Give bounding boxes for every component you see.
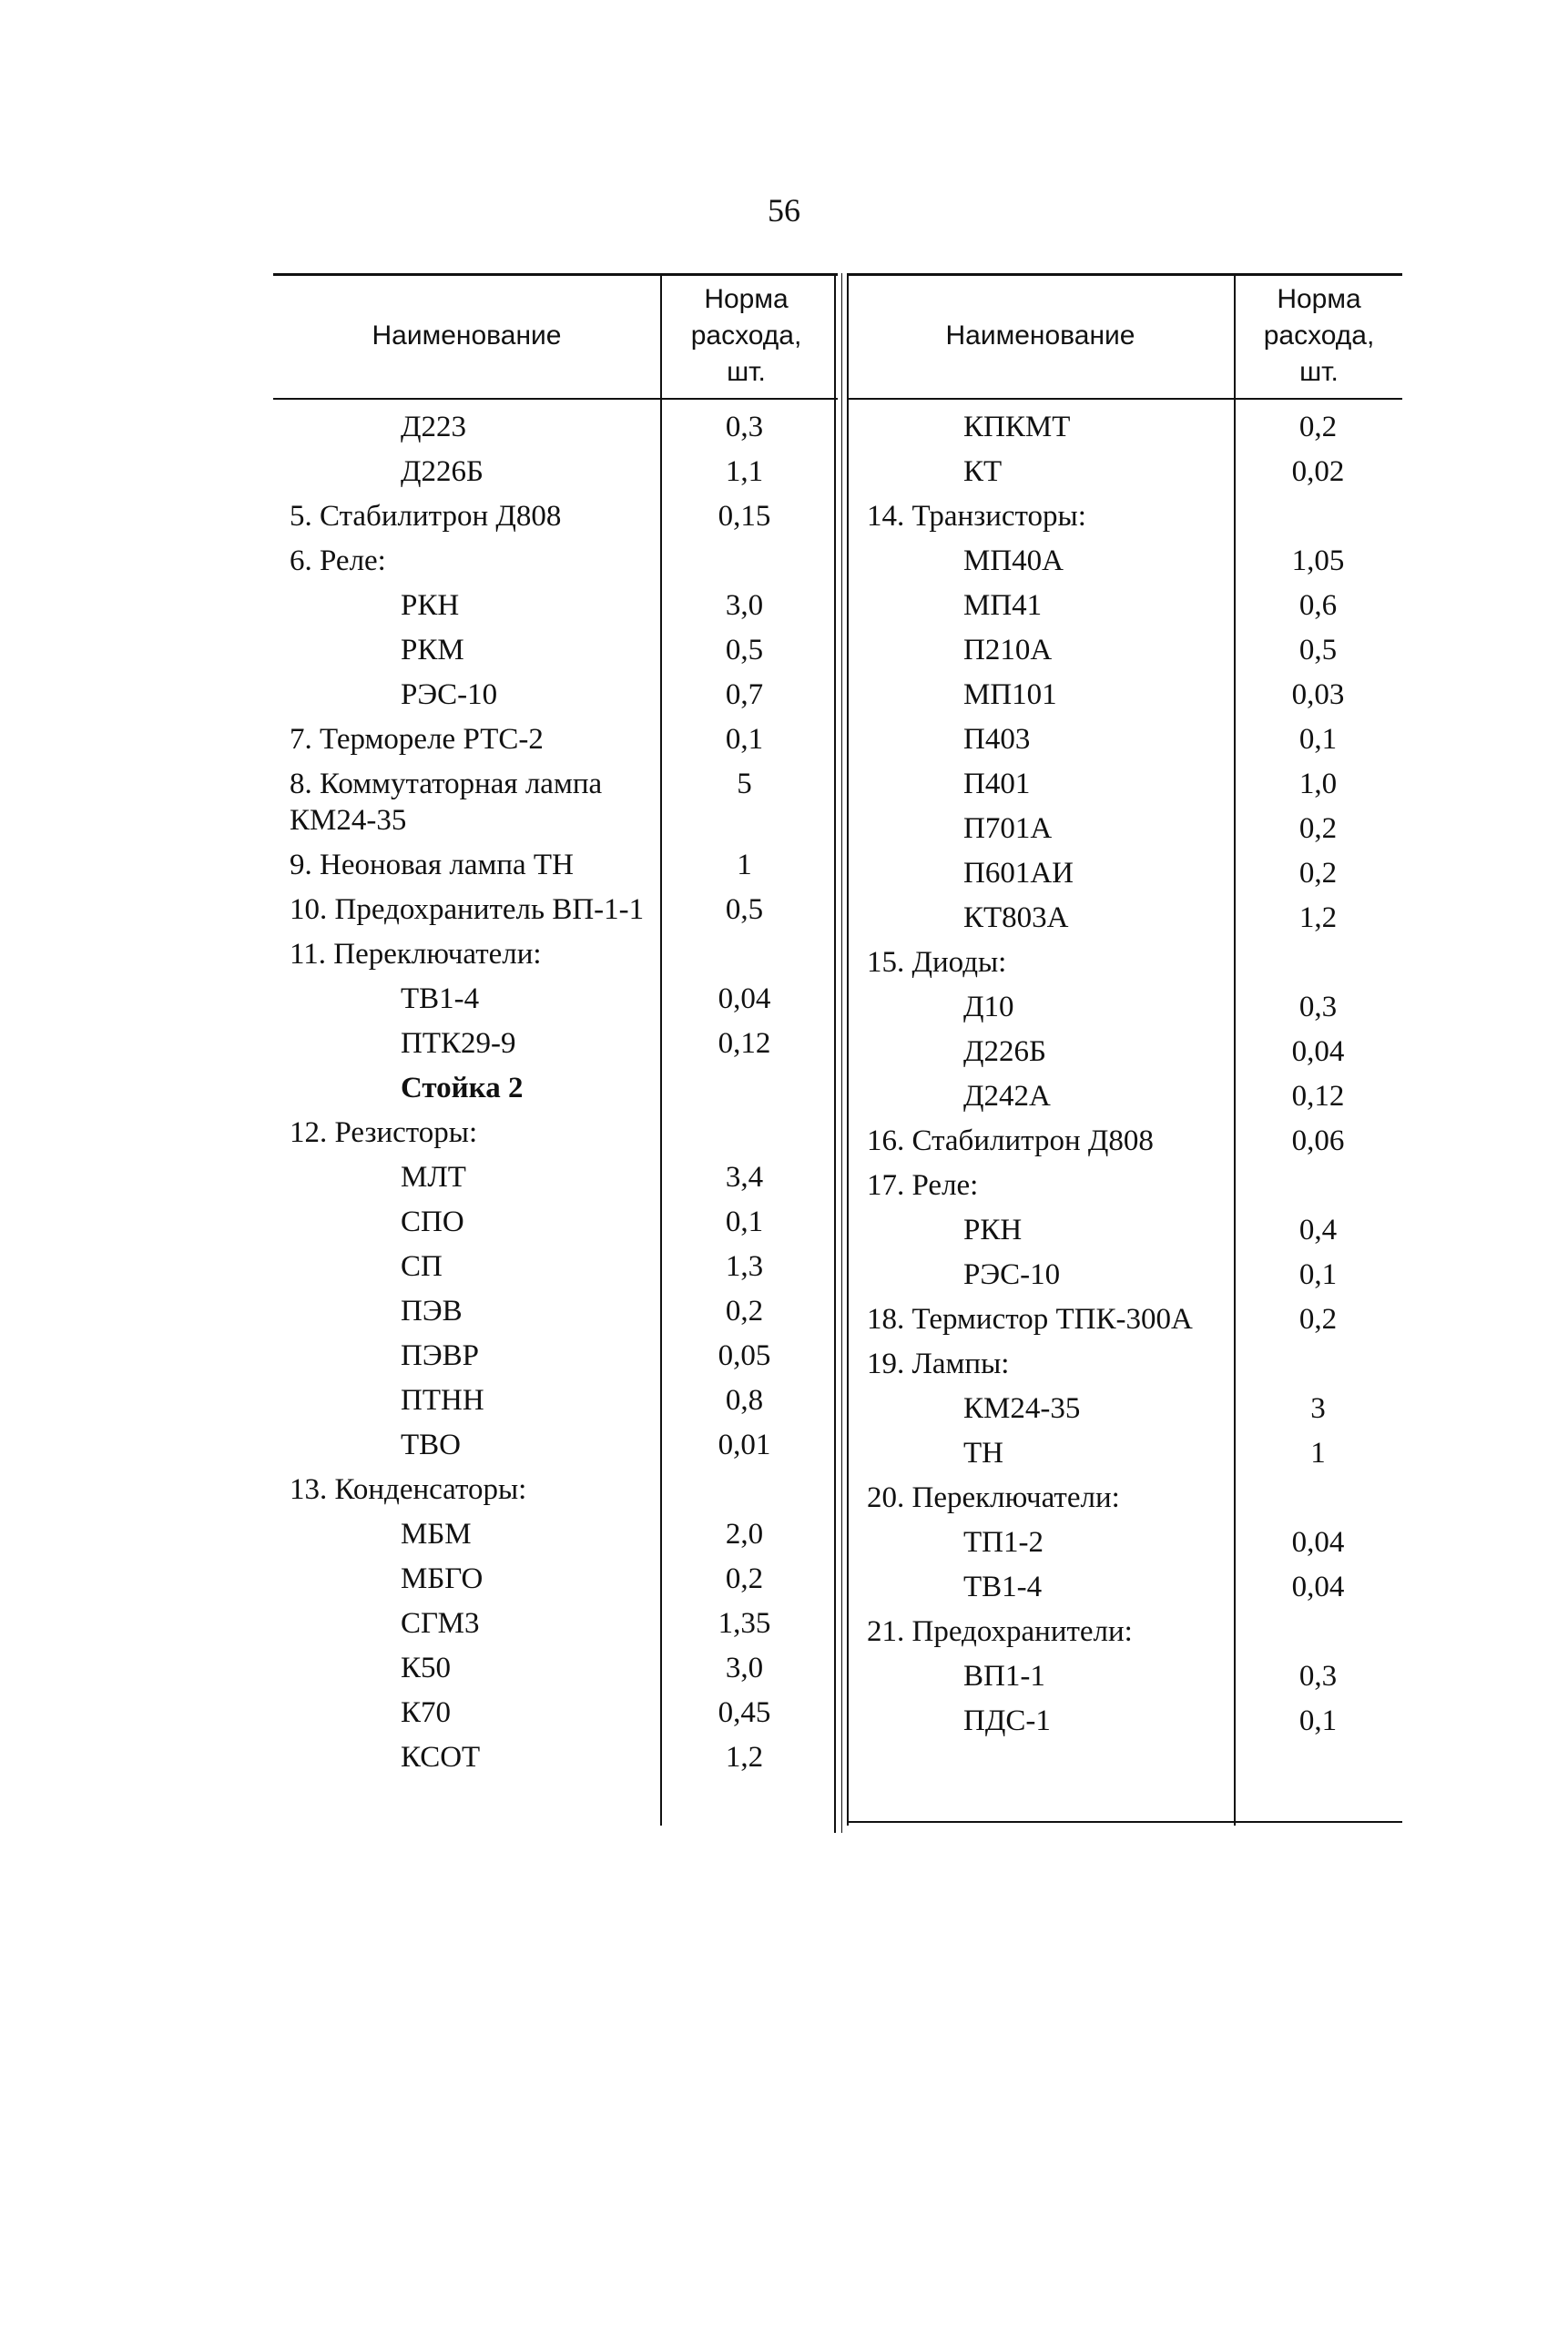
item-name: МП41 <box>963 589 1043 622</box>
item-norm: 0,12 <box>1291 1080 1345 1113</box>
item-norm <box>1234 1164 1402 1208</box>
header-norm <box>1236 273 1402 398</box>
item-norm: 0,06 <box>1291 1124 1345 1157</box>
item-norm: 0,04 <box>1291 1571 1345 1603</box>
item-name: П601АИ <box>963 857 1074 890</box>
item-name: РКН <box>963 1214 1023 1246</box>
header-rule <box>847 398 1402 400</box>
header-name: Наименование <box>372 320 562 351</box>
item-name: ПЭВ <box>401 1295 463 1328</box>
table-row <box>273 717 838 762</box>
item-name: 7. Термореле РТС-2 <box>290 723 544 756</box>
table-row <box>847 1030 1402 1074</box>
item-norm: 1,05 <box>1291 544 1345 577</box>
item-norm <box>660 1468 829 1512</box>
item-name: КПКМТ <box>963 411 1071 443</box>
item-name: 16. Стабилитрон Д808 <box>867 1124 1154 1157</box>
table-row <box>847 1610 1402 1654</box>
table-row <box>273 1423 838 1468</box>
table-row <box>847 896 1402 941</box>
table-row <box>273 1468 838 1512</box>
item-norm: 1,35 <box>718 1607 771 1640</box>
table-row <box>273 450 838 494</box>
table-row <box>847 941 1402 985</box>
item-norm: 0,03 <box>1291 678 1345 711</box>
header-norm-line: Норма <box>1277 283 1361 314</box>
item-norm: 0,2 <box>1298 411 1338 443</box>
item-name: ПДС-1 <box>963 1704 1051 1737</box>
item-norm: 1,2 <box>725 1741 764 1774</box>
item-norm <box>1234 1342 1402 1387</box>
item-norm <box>660 539 829 584</box>
item-name: МБГО <box>401 1562 484 1595</box>
item-name: ПТК29-9 <box>401 1027 516 1060</box>
item-name: ВП1-1 <box>963 1660 1045 1693</box>
item-norm: 0,7 <box>725 678 764 711</box>
item-name: ТВ1-4 <box>963 1571 1043 1603</box>
item-name: ТВО <box>401 1429 461 1461</box>
table-row <box>847 1654 1402 1699</box>
item-norm: 0,02 <box>1291 455 1345 488</box>
item-norm: 0,04 <box>1291 1035 1345 1068</box>
header-norm-line: расхода, <box>690 320 802 351</box>
table-row <box>847 450 1402 494</box>
item-norm: 0,04 <box>1291 1526 1345 1559</box>
item-norm: 0,15 <box>718 500 771 533</box>
item-name: РКМ <box>401 634 464 666</box>
item-name: МП40А <box>963 544 1064 577</box>
table-row <box>847 851 1402 896</box>
item-norm: 0,1 <box>1298 1704 1338 1737</box>
table-row <box>273 494 838 539</box>
item-name: 15. Диоды: <box>867 946 1007 979</box>
page-number: 56 <box>768 192 800 229</box>
item-norm: 3,0 <box>725 1652 764 1684</box>
item-name: 6. Реле: <box>290 544 386 577</box>
table-row <box>273 1289 838 1334</box>
item-norm: 1 <box>737 849 752 881</box>
item-name: СПО <box>401 1206 464 1238</box>
table-row <box>273 1512 838 1557</box>
table-row <box>847 1119 1402 1164</box>
item-norm: 3,0 <box>725 589 764 622</box>
item-norm: 0,2 <box>1298 1303 1338 1336</box>
item-norm: 3,4 <box>725 1161 764 1194</box>
table-row <box>273 932 838 977</box>
item-norm: 0,4 <box>1298 1214 1338 1246</box>
item-norm: 0,8 <box>725 1384 764 1417</box>
table-row <box>847 1342 1402 1387</box>
table-row <box>847 539 1402 584</box>
item-name: КТ <box>963 455 1003 488</box>
table-row <box>847 807 1402 851</box>
item-name: 12. Резисторы: <box>290 1116 478 1149</box>
item-norm <box>660 1066 829 1111</box>
table-row <box>847 1297 1402 1342</box>
header-norm-line: Норма <box>704 283 789 314</box>
item-norm: 0,3 <box>725 411 764 443</box>
item-name: 10. Предохранитель ВП-1-1 <box>290 893 645 926</box>
item-norm: 0,6 <box>1298 589 1338 622</box>
item-name: 11. Переключатели: <box>290 938 542 971</box>
right-rows <box>847 405 1402 1744</box>
item-name: 5. Стабилитрон Д808 <box>290 500 562 533</box>
item-norm: 0,2 <box>725 1562 764 1595</box>
item-norm: 2,0 <box>725 1518 764 1551</box>
table-row <box>273 584 838 628</box>
table-row <box>847 405 1402 450</box>
header-norm <box>662 273 830 398</box>
table-row <box>847 628 1402 673</box>
item-norm <box>660 932 829 977</box>
bottom-rule <box>847 1821 1402 1823</box>
table-row <box>273 673 838 717</box>
item-norm <box>660 1111 829 1155</box>
item-norm: 5 <box>737 768 752 800</box>
item-name: К70 <box>401 1696 452 1729</box>
item-name: П210А <box>963 634 1053 666</box>
item-name: ТП1-2 <box>963 1526 1044 1559</box>
item-name: 19. Лампы: <box>867 1348 1010 1380</box>
item-name: РЭС-10 <box>401 678 498 711</box>
table-row <box>847 494 1402 539</box>
left-rows <box>273 405 838 1780</box>
table-row <box>273 539 838 584</box>
item-name: КСОТ <box>401 1741 481 1774</box>
table-row <box>273 628 838 673</box>
table-row <box>273 888 838 932</box>
item-name: 13. Конденсаторы: <box>290 1473 527 1506</box>
table-row <box>273 977 838 1022</box>
table-row <box>847 762 1402 807</box>
item-name: 17. Реле: <box>867 1169 979 1202</box>
left-table <box>273 273 838 1826</box>
item-name: К50 <box>401 1652 452 1684</box>
item-name: ТВ1-4 <box>401 982 480 1015</box>
item-name: Д226Б <box>963 1035 1046 1068</box>
item-name: РЭС-10 <box>963 1258 1061 1291</box>
item-name: КМ24-35 <box>963 1392 1081 1425</box>
table-row <box>847 673 1402 717</box>
table-row <box>273 1735 838 1780</box>
item-name: ПТНН <box>401 1384 484 1417</box>
table-row <box>847 1253 1402 1297</box>
table-row <box>273 1334 838 1379</box>
item-name: Д10 <box>963 991 1014 1023</box>
table-row <box>273 843 838 888</box>
item-norm <box>1234 494 1402 539</box>
table-row <box>847 1387 1402 1431</box>
table-row <box>273 1646 838 1691</box>
item-norm: 0,3 <box>1298 991 1338 1023</box>
item-name: Д242А <box>963 1080 1051 1113</box>
table-row <box>847 717 1402 762</box>
item-norm: 0,5 <box>1298 634 1338 666</box>
item-norm: 0,45 <box>718 1696 771 1729</box>
item-norm: 1,2 <box>1298 901 1338 934</box>
item-norm: 0,01 <box>718 1429 771 1461</box>
item-name: СП <box>401 1250 443 1283</box>
item-norm: 0,1 <box>1298 1258 1338 1291</box>
item-name: П401 <box>963 768 1031 800</box>
item-name: Д226Б <box>401 455 484 488</box>
item-name: Д223 <box>401 411 467 443</box>
table-row <box>273 1602 838 1646</box>
item-norm: 0,05 <box>718 1339 771 1372</box>
header-norm-line: шт. <box>727 356 766 387</box>
table-row <box>273 1066 838 1111</box>
table-row <box>847 1164 1402 1208</box>
item-norm: 3 <box>1310 1392 1326 1425</box>
item-norm: 0,2 <box>725 1295 764 1328</box>
table-row <box>273 1379 838 1423</box>
item-name: 21. Предохранители: <box>867 1615 1133 1648</box>
item-norm: 0,5 <box>725 893 764 926</box>
table-row <box>847 584 1402 628</box>
table-row <box>273 1155 838 1200</box>
table-row <box>273 1245 838 1289</box>
table-row <box>273 405 838 450</box>
right-table <box>847 273 1402 1826</box>
header-norm-line: шт. <box>1299 356 1339 387</box>
item-norm: 0,04 <box>718 982 771 1015</box>
table-row <box>273 1557 838 1602</box>
table-row <box>273 1200 838 1245</box>
item-name: 14. Транзисторы: <box>867 500 1086 533</box>
item-norm: 0,2 <box>1298 857 1338 890</box>
item-name: КТ803А <box>963 901 1069 934</box>
item-name: МЛТ <box>401 1161 466 1194</box>
header-rule <box>273 398 838 400</box>
table-row <box>273 1111 838 1155</box>
item-name: 18. Термистор ТПК-300А <box>867 1303 1193 1336</box>
item-norm: 1,1 <box>725 455 764 488</box>
header-name: Наименование <box>945 320 1135 351</box>
table-row <box>273 1691 838 1735</box>
item-name: 20. Переключатели: <box>867 1481 1120 1514</box>
header-norm-line: расхода, <box>1263 320 1375 351</box>
item-norm: 0,1 <box>1298 723 1338 756</box>
item-name: РКН <box>401 589 460 622</box>
item-norm: 0,12 <box>718 1027 771 1060</box>
item-name: 8. Коммутаторная лампа КМ24-35 <box>290 768 603 837</box>
column-divider <box>841 273 842 1833</box>
item-norm: 0,3 <box>1298 1660 1338 1693</box>
item-name: ТН <box>963 1437 1003 1470</box>
table-row <box>847 985 1402 1030</box>
table-row <box>847 1521 1402 1565</box>
item-norm <box>1234 1610 1402 1654</box>
table-row <box>847 1476 1402 1521</box>
item-norm: 0,1 <box>725 1206 764 1238</box>
table-row <box>847 1699 1402 1744</box>
item-norm: 1 <box>1310 1437 1326 1470</box>
item-norm: 0,1 <box>725 723 764 756</box>
item-norm: 0,2 <box>1298 812 1338 845</box>
item-norm <box>1234 1476 1402 1521</box>
table-row <box>847 1431 1402 1476</box>
table-row <box>847 1074 1402 1119</box>
table-row <box>847 1208 1402 1253</box>
item-norm: 1,0 <box>1298 768 1338 800</box>
item-norm: 0,5 <box>725 634 764 666</box>
item-norm: 1,3 <box>725 1250 764 1283</box>
item-name: ПЭВР <box>401 1339 479 1372</box>
item-name: П403 <box>963 723 1031 756</box>
item-name: СГМ3 <box>401 1607 480 1640</box>
table-row <box>847 1565 1402 1610</box>
item-name: 9. Неоновая лампа ТН <box>290 849 574 881</box>
table-row <box>273 1022 838 1066</box>
table-row <box>273 762 838 843</box>
item-name: Стойка 2 <box>401 1072 524 1104</box>
item-name: МБМ <box>401 1518 472 1551</box>
item-name: П701А <box>963 812 1053 845</box>
item-name: МП101 <box>963 678 1057 711</box>
item-norm <box>1234 941 1402 985</box>
